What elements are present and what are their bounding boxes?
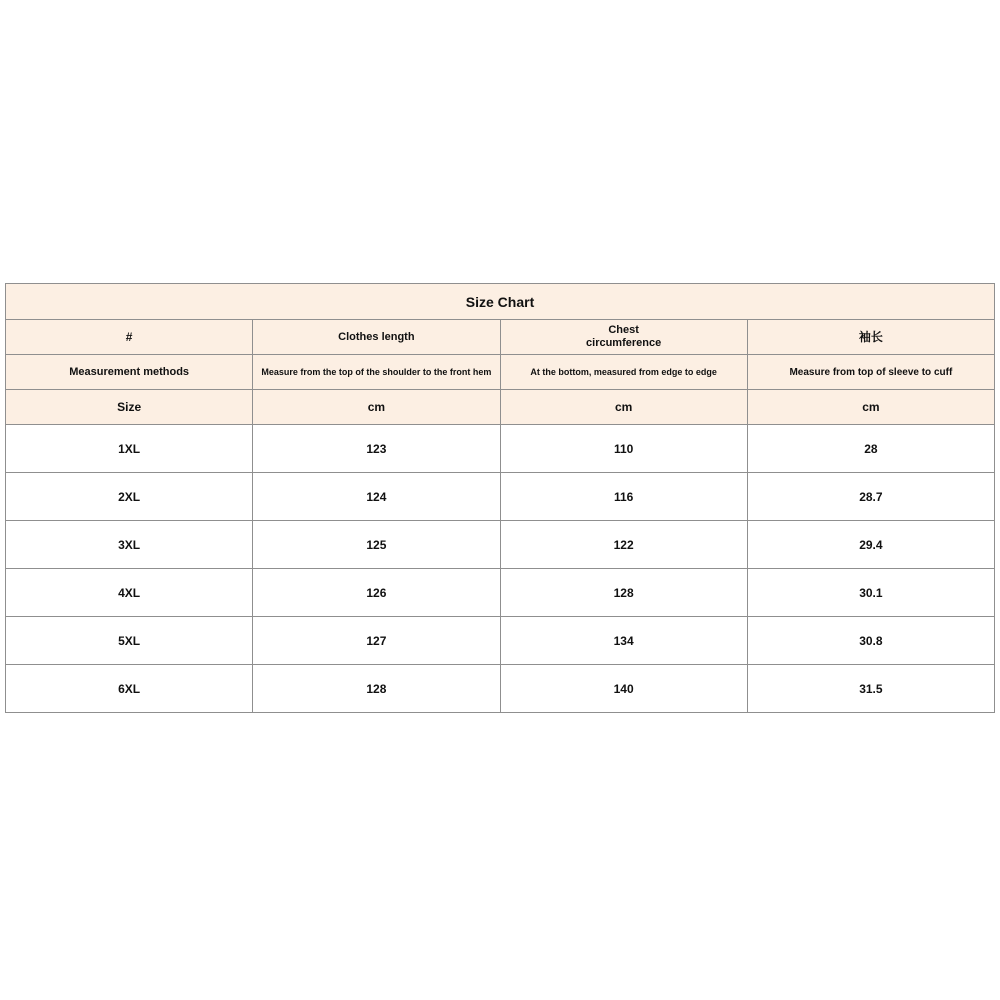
table-row	[6, 521, 995, 569]
method-clothes-length: Measure from the top of the shoulder to the front hem	[253, 355, 500, 390]
method-sleeve: Measure from top of sleeve to cuff	[747, 355, 994, 390]
sleeve-cell: 29.4	[747, 521, 994, 569]
chest-cell: 128	[500, 569, 747, 617]
size-cell: 3XL	[6, 521, 253, 569]
header-chest-circumference	[500, 320, 747, 355]
length-cell: 128	[253, 665, 500, 713]
unit-chest: cm	[500, 390, 747, 425]
table-row	[6, 665, 995, 713]
length-cell: 127	[253, 617, 500, 665]
size-cell: 2XL	[6, 473, 253, 521]
header-chest-line1: Chest	[608, 324, 639, 336]
sleeve-cell: 28.7	[747, 473, 994, 521]
units-row	[6, 390, 995, 425]
chest-cell: 140	[500, 665, 747, 713]
header-hash: #	[6, 320, 253, 355]
size-cell: 1XL	[6, 425, 253, 473]
table-title: Size Chart	[6, 284, 995, 320]
size-cell: 4XL	[6, 569, 253, 617]
table-row	[6, 617, 995, 665]
header-chest-line2: circumference	[586, 337, 662, 349]
sleeve-cell: 31.5	[747, 665, 994, 713]
chest-cell: 134	[500, 617, 747, 665]
chest-cell: 122	[500, 521, 747, 569]
methods-label: Measurement methods	[6, 355, 253, 390]
unit-sleeve: cm	[747, 390, 994, 425]
table-row	[6, 425, 995, 473]
units-label: Size	[6, 390, 253, 425]
table-row	[6, 473, 995, 521]
table-row	[6, 569, 995, 617]
size-cell: 6XL	[6, 665, 253, 713]
sleeve-cell: 30.8	[747, 617, 994, 665]
chest-cell: 110	[500, 425, 747, 473]
size-cell: 5XL	[6, 617, 253, 665]
title-row	[6, 284, 995, 320]
length-cell: 124	[253, 473, 500, 521]
header-clothes-length: Clothes length	[253, 320, 500, 355]
length-cell: 125	[253, 521, 500, 569]
measurement-methods-row	[6, 355, 995, 390]
header-sleeve-length: 袖长	[747, 320, 994, 355]
unit-clothes-length: cm	[253, 390, 500, 425]
sleeve-cell: 30.1	[747, 569, 994, 617]
length-cell: 126	[253, 569, 500, 617]
sleeve-cell: 28	[747, 425, 994, 473]
size-chart-table	[5, 283, 995, 713]
column-header-row	[6, 320, 995, 355]
chest-cell: 116	[500, 473, 747, 521]
length-cell: 123	[253, 425, 500, 473]
method-chest: At the bottom, measured from edge to edge	[500, 355, 747, 390]
